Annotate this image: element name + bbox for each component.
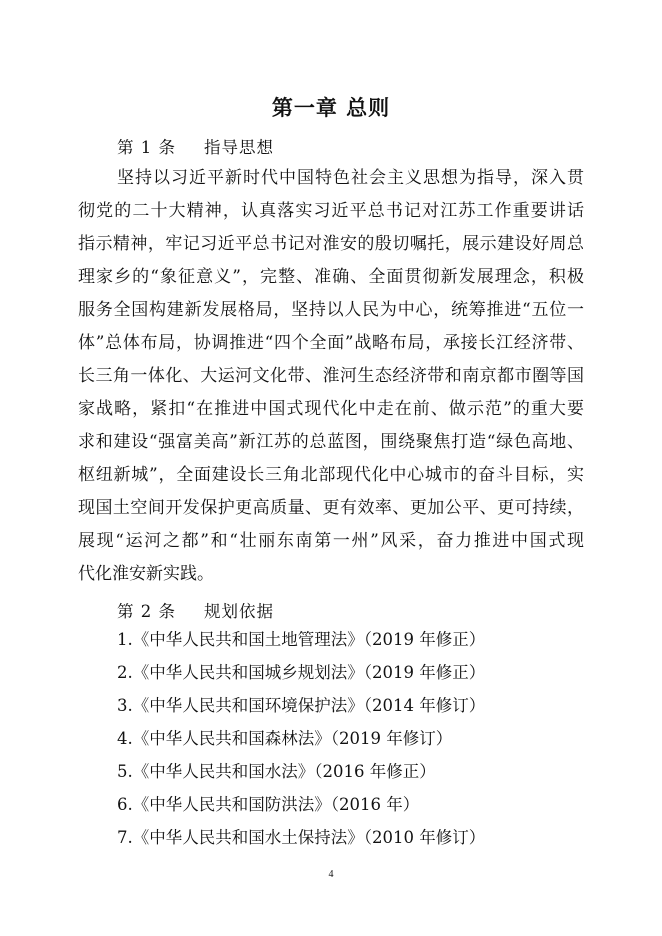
paragraph-line: 代化淮安新实践。 (78, 564, 214, 584)
list-item: 5.《中华人民共和国水法》（2016 年修正） (117, 762, 436, 781)
paragraph-line: 枢纽新城”，全面建设长三角北部现代化中心城市的奋斗目标，实 (78, 465, 584, 485)
paragraph-line: 坚持以习近平新时代中国特色社会主义思想为指导，深入贯 (117, 168, 584, 188)
article-2-heading (117, 598, 274, 622)
paragraph-line: 求和建设“强富美高”新江苏的总蓝图，围绕聚焦打造“绿色高地、 (78, 432, 584, 452)
list-item: 7.《中华人民共和国水土保持法》（2010 年修订） (117, 828, 486, 847)
article-1-heading (117, 134, 274, 158)
paragraph-line: 长三角一体化、大运河文化带、淮河生态经济带和南京都市圈等国 (78, 366, 584, 386)
paragraph-line: 体”总体布局，协调推进“四个全面”战略布局，承接长江经济带、 (78, 333, 584, 353)
paragraph-line: 家战略，紧扣“在推进中国式现代化中走在前、做示范”的重大要 (78, 399, 584, 419)
list-item: 6.《中华人民共和国防洪法》（2016 年） (117, 795, 420, 814)
paragraph-line: 现国土空间开发保护更高质量、更有效率、更加公平、更可持续， (78, 498, 584, 518)
page-number: 4 (328, 869, 334, 880)
article-title: 规划依据 (204, 602, 274, 621)
paragraph-line: 服务全国构建新发展格局，坚持以人民为中心，统筹推进“五位一 (78, 300, 584, 320)
chapter-title: 第一章 总则 (271, 96, 391, 120)
list-item: 3.《中华人民共和国环境保护法》（2014 年修订） (117, 696, 486, 715)
list-item: 4.《中华人民共和国森林法》（2019 年修订） (117, 729, 453, 748)
paragraph-line: 理家乡的“象征意义”，完整、准确、全面贯彻新发展理念，积极 (78, 267, 584, 287)
paragraph-line: 展现“运河之都”和“壮丽东南第一州”风采，奋力推进中国式现 (78, 531, 584, 551)
list-item: 2.《中华人民共和国城乡规划法》（2019 年修正） (117, 663, 486, 682)
article-number: 第 2 条 (117, 602, 176, 621)
list-item: 1.《中华人民共和国土地管理法》（2019 年修正） (117, 630, 486, 649)
paragraph-line: 彻党的二十大精神，认真落实习近平总书记对江苏工作重要讲话 (78, 201, 584, 221)
article-number: 第 1 条 (117, 138, 176, 157)
article-title: 指导思想 (204, 138, 274, 157)
paragraph-line: 指示精神，牢记习近平总书记对淮安的殷切嘱托，展示建设好周总 (78, 234, 584, 254)
